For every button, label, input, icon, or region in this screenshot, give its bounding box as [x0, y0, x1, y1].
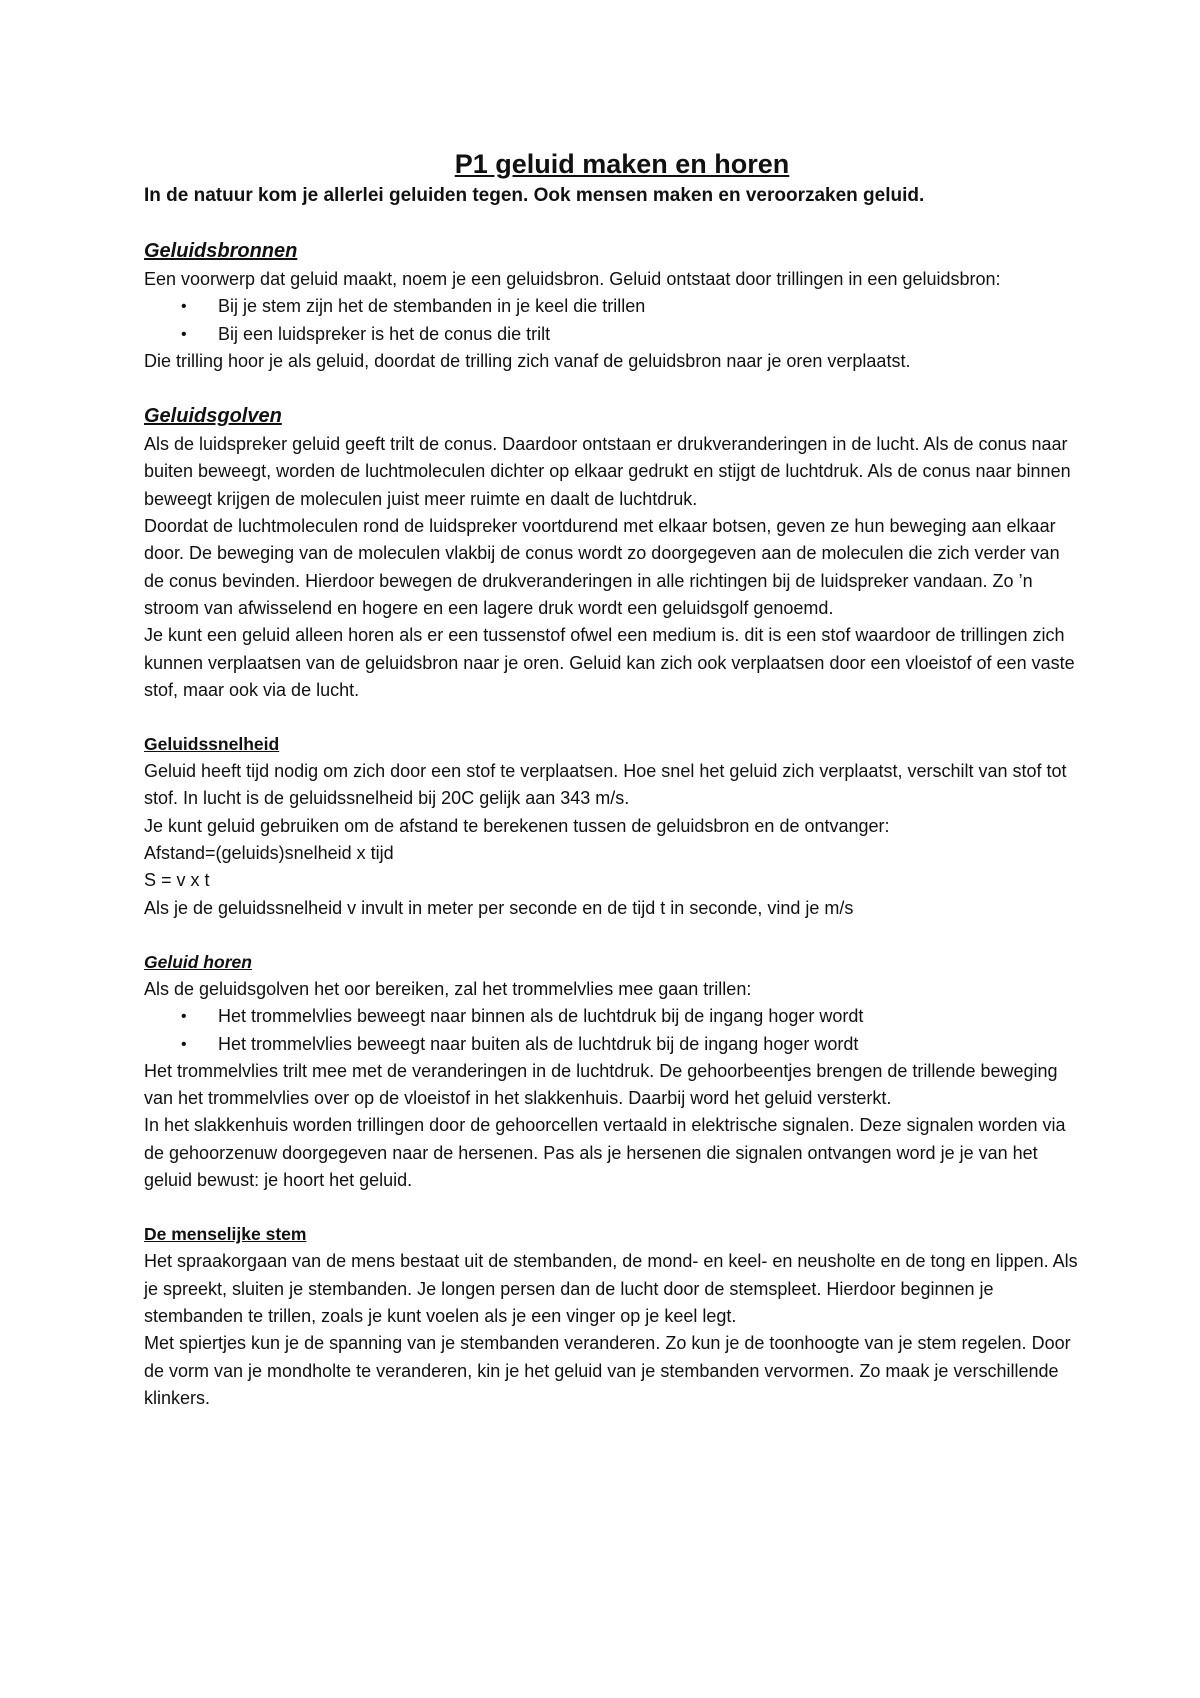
- page-title: P1 geluid maken en horen: [454, 149, 790, 179]
- section-menselijke-stem: [144, 1221, 1080, 1412]
- paragraph: Die trilling hoor je als geluid, doordat de trilling zich vanaf de geluidsbron naar je oren verplaatst.: [144, 350, 911, 371]
- paragraph: Geluid heeft tijd nodig om zich door een stof te verplaatsen. Hoe snel het geluid zich verplaatst, verschilt van stof tot stof. In lucht is de geluidssnelheid bij 20C gelijk aan 343 m/s.: [144, 761, 1067, 809]
- paragraph: Het trommelvlies trilt mee met de veranderingen in de luchtdruk. De gehoorbeentjes brengen de trillende beweging van het trommelvlies over op de vloeistof in het slakkenhuis. Daarbij word het geluid versterkt.: [144, 1060, 1058, 1109]
- paragraph: Met spiertjes kun je de spanning van je stembanden veranderen. Zo kun je de toonhoogte van je stem regelen. Door de vorm van je mondholte te veranderen, kin je het geluid van je stembanden vervormen. Zo maak je verschillende klinkers.: [144, 1333, 1071, 1408]
- bullet-icon: •: [181, 298, 187, 316]
- section-geluid-horen: [144, 949, 1080, 1194]
- list-item: [144, 293, 1080, 320]
- section-heading: Geluidsbronnen: [144, 240, 298, 262]
- intro-text: In de natuur kom je allerlei geluiden tegen. Ook mensen maken en veroorzaken geluid.: [144, 185, 925, 206]
- paragraph: In het slakkenhuis worden trillingen door de gehoorcellen vertaald in elektrische signalen. Deze signalen worden via de gehoorzenuw doorgegeven naar de hersenen. Pas als je hersenen die signalen ontvangen word je je van het geluid bewust: je hoort het geluid.: [144, 1115, 1066, 1191]
- section-heading: Geluidssnelheid: [144, 734, 280, 755]
- section-heading: De menselijke stem: [144, 1224, 307, 1245]
- bullet-icon: •: [181, 1008, 187, 1026]
- paragraph: Je kunt geluid gebruiken om de afstand te berekenen tussen de geluidsbron en de ontvanger:: [144, 815, 890, 836]
- bullet-list: [144, 293, 1080, 348]
- section-geluidssnelheid: [144, 731, 1080, 922]
- paragraph: Als je de geluidssnelheid v invult in meter per seconde en de tijd t in seconde, vind je m/s: [144, 897, 854, 918]
- paragraph: Doordat de luchtmoleculen rond de luidspreker voortdurend met elkaar botsen, geven ze hun beweging aan elkaar door. De beweging van de moleculen vlakbij de conus wordt zo doorgegeven aan de moleculen die zich verder van de conus bevinden. Hierdoor bewegen de drukveranderingen in alle richtingen bij de luidspreker vandaan. Zo ’n stroom van afwisselend en hogere en een lagere druk wordt een geluidsgolf genoemd.: [144, 516, 1060, 618]
- paragraph: Een voorwerp dat geluid maakt, noem je een geluidsbron. Geluid ontstaat door trillingen in een geluidsbron:: [144, 269, 1001, 289]
- list-item-text: Het trommelvlies beweegt naar binnen als de luchtdruk bij de ingang hoger wordt: [218, 1006, 864, 1027]
- list-item: [144, 1031, 1080, 1058]
- paragraph: Als de luidspreker geluid geeft trilt de conus. Daardoor ontstaan er drukveranderingen in de lucht. Als de conus naar buiten beweegt, worden de luchtmoleculen dichter op elkaar gedrukt en stijgt de luchtdruk. Als de conus naar binnen beweegt krijgen de moleculen juist meer ruimte en daalt de luchtdruk.: [144, 434, 1071, 509]
- list-item: [144, 321, 1080, 348]
- list-item: [144, 1003, 1080, 1030]
- bullet-list: [144, 1003, 1080, 1058]
- formula-text: Afstand=(geluids)snelheid x tijd: [144, 843, 394, 864]
- paragraph: Je kunt een geluid alleen horen als er een tussenstof ofwel een medium is. dit is een stof waardoor de trillingen zich kunnen verplaatsen van de geluidsbron naar je oren. Geluid kan zich ook verplaatsen door een vloeistof of een vaste stof, maar ook via de lucht.: [144, 625, 1075, 700]
- section-heading: Geluid horen: [144, 951, 252, 972]
- bullet-icon: •: [181, 1035, 187, 1053]
- section-geluidsbronnen: [144, 237, 1080, 375]
- list-item-text: Het trommelvlies beweegt naar buiten als de luchtdruk bij de ingang hoger wordt: [218, 1033, 859, 1054]
- list-item-text: Bij je stem zijn het de stembanden in je keel die trillen: [218, 296, 646, 317]
- section-heading: Geluidsgolven: [144, 405, 282, 428]
- bullet-icon: •: [181, 325, 187, 343]
- section-geluidsgolven: [144, 402, 1080, 704]
- formula-text: S = v x t: [144, 870, 210, 891]
- list-item-text: Bij een luidspreker is het de conus die trilt: [218, 323, 551, 344]
- paragraph: Het spraakorgaan van de mens bestaat uit de stembanden, de mond- en keel- en neusholte en de tong en lippen. Als je spreekt, sluiten je stembanden. Je longen persen dan de lucht door de stemspleet. Hierdoor beginnen je stembanden te trillen, zoals je kunt voelen als je een vinger op je keel legt.: [144, 1251, 1078, 1326]
- paragraph: Als de geluidsgolven het oor bereiken, zal het trommelvlies mee gaan trillen:: [144, 978, 752, 999]
